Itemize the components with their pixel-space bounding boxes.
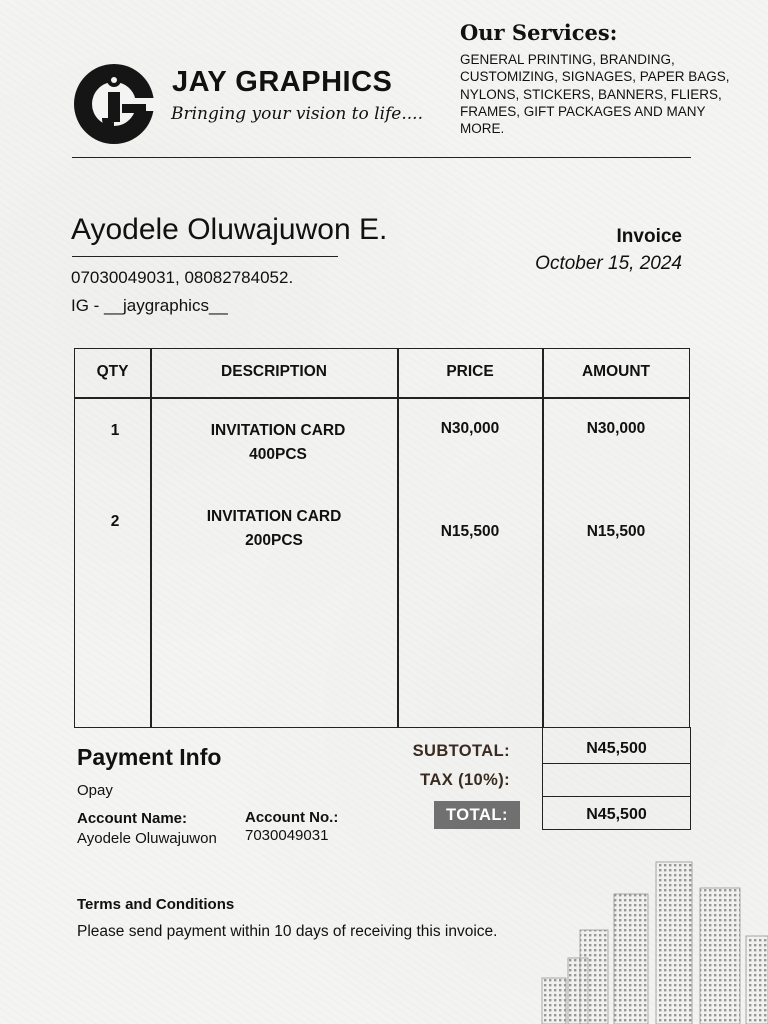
tax-label: TAX (10%): (420, 771, 510, 789)
row-price: N30,000 (440, 420, 500, 437)
brand-name: JAY GRAPHICS (172, 66, 393, 98)
row-amount: N15,500 (586, 523, 646, 540)
row-price: N15,500 (440, 523, 500, 540)
jg-monogram-logo-icon (72, 62, 160, 146)
row-description-line: INVITATION CARD (210, 422, 346, 439)
row-description-line: 200PCS (245, 532, 303, 549)
table-header-amount: AMOUNT (581, 363, 651, 380)
subtotal-value: N45,500 (542, 727, 691, 764)
payment-bank: Opay (77, 782, 113, 799)
terms-title: Terms and Conditions (77, 896, 235, 913)
table-header-description: DESCRIPTION (221, 363, 327, 380)
services-list: GENERAL PRINTING, BRANDING, CUSTOMIZING, SIGNAGES, PAPER BAGS, NYLONS, STICKERS, BANNERS, FLIERS, FRAMES, GIFT PACKAGES AND MANY MORE. (460, 52, 730, 137)
payment-info-title: Payment Info (77, 744, 222, 770)
brand-tagline: Bringing your vision to life.... (171, 104, 423, 124)
account-name-value: Ayodele Oluwajuwon (77, 830, 217, 847)
row-qty: 1 (110, 422, 120, 439)
client-name-underline (72, 256, 338, 257)
client-instagram: IG - __jaygraphics__ (71, 296, 228, 315)
account-no-value: 7030049031 (245, 827, 329, 844)
table-header-qty: QTY (96, 363, 129, 380)
total-label: TOTAL: (434, 801, 520, 829)
row-qty: 2 (110, 513, 120, 530)
client-phone: 07030049031, 08082784052. (71, 268, 294, 287)
account-no-label: Account No.: (245, 809, 339, 826)
row-description (151, 505, 397, 553)
client-name: Ayodele Oluwajuwon E. (71, 213, 388, 246)
terms-text: Please send payment within 10 days of receiving this invoice. (77, 923, 498, 940)
tax-value (542, 763, 691, 797)
city-buildings-icon (538, 858, 768, 1024)
table-header-price: PRICE (446, 363, 494, 380)
total-value: N45,500 (542, 796, 691, 830)
table-header-divider (75, 397, 689, 399)
row-description-line: INVITATION CARD (206, 508, 342, 525)
subtotal-label: SUBTOTAL: (412, 742, 510, 760)
account-name-label: Account Name: (77, 810, 188, 827)
header-divider (72, 157, 691, 158)
row-amount: N30,000 (586, 420, 646, 437)
invoice-label: Invoice (616, 226, 682, 247)
services-title: Our Services: (460, 20, 618, 45)
items-table (74, 348, 690, 728)
invoice-date: October 15, 2024 (535, 253, 682, 274)
row-description (151, 419, 405, 467)
row-description-line: 400PCS (249, 446, 307, 463)
